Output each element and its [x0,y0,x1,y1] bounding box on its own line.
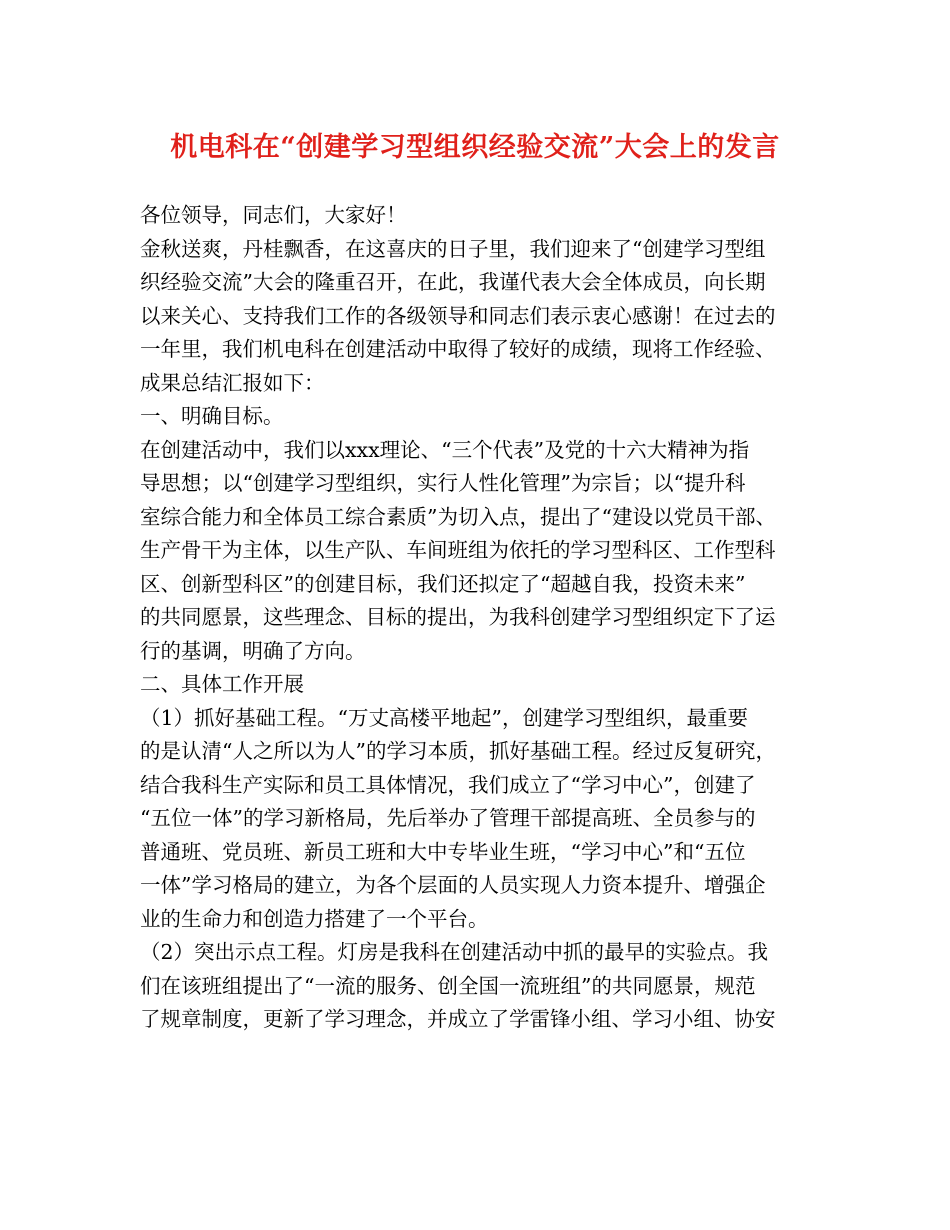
section-heading: 一、明确目标。 [140,404,284,428]
body-line: 导思想；以“创建学习型组织，实行人性化管理”为宗旨；以“提升科 [140,471,746,495]
body-line: 区、创新型科区”的创建目标，我们还拟定了“超越自我，投资未来” [140,571,746,596]
body-line: 一体”学习格局的建立，为各个层面的人员实现人力资本提升、增强企 [140,873,766,897]
body-line: 们在该班组提出了“一流的服务、创全国一流班组”的共同愿景，规范 [140,973,756,998]
body-line: （1）抓好基础工程。“万丈高楼平地起”，创建学习型组织，最重要 [140,705,749,730]
body-line: 的共同愿景，这些理念、目标的提出，为我科创建学习型组织定下了运 [140,605,776,629]
body-line: 生产骨干为主体，以生产队、车间班组为依托的学习型科区、工作型科 [140,538,776,562]
body-line: 的是认清“人之所以为人”的学习本质，抓好基础工程。经过反复研究， [140,739,776,763]
section-heading: 二、具体工作开展 [140,672,304,696]
body-line: 在创建活动中，我们以xxx理论、“三个代表”及党的十六大精神为指 [140,437,750,462]
body-line: 金秋送爽，丹桂飘香，在这喜庆的日子里，我们迎来了“创建学习型组 [140,236,766,261]
body-line: 了规章制度，更新了学习理念，并成立了学雷锋小组、学习小组、协安 [140,1007,776,1031]
document-body [140,199,828,1037]
body-line: 结合我科生产实际和员工具体情况，我们成立了“学习中心”，创建了 [140,772,756,797]
body-line: 成果总结汇报如下： [140,370,325,395]
body-line: 业的生命力和创造力搭建了一个平台。 [140,906,489,931]
body-line: 织经验交流”大会的隆重召开，在此，我谨代表大会全体成员，向长期 [140,270,766,294]
body-line: “五位一体”的学习新格局，先后举办了管理干部提高班、全员参与的 [140,806,756,830]
body-line: 行的基调，明确了方向。 [140,638,366,663]
body-line: 以来关心、支持我们工作的各级领导和同志们表示衷心感谢！在过去的 [140,303,776,328]
body-line: 一年里，我们机电科在创建活动中取得了较好的成绩，现将工作经验、 [140,337,776,361]
document-title: 机电科在“创建学习型组织经验交流”大会上的发言 [170,132,780,163]
body-line: 普通班、党员班、新员工班和大中专毕业生班，“学习中心”和“五位 [140,839,746,864]
greeting-line: 各位领导，同志们，大家好！ [140,203,407,227]
body-line: 室综合能力和全体员工综合素质”为切入点，提出了“建设以党员干部、 [140,504,776,529]
body-line: （2）突出示点工程。灯房是我科在创建活动中抓的最早的实验点。我 [140,940,769,964]
